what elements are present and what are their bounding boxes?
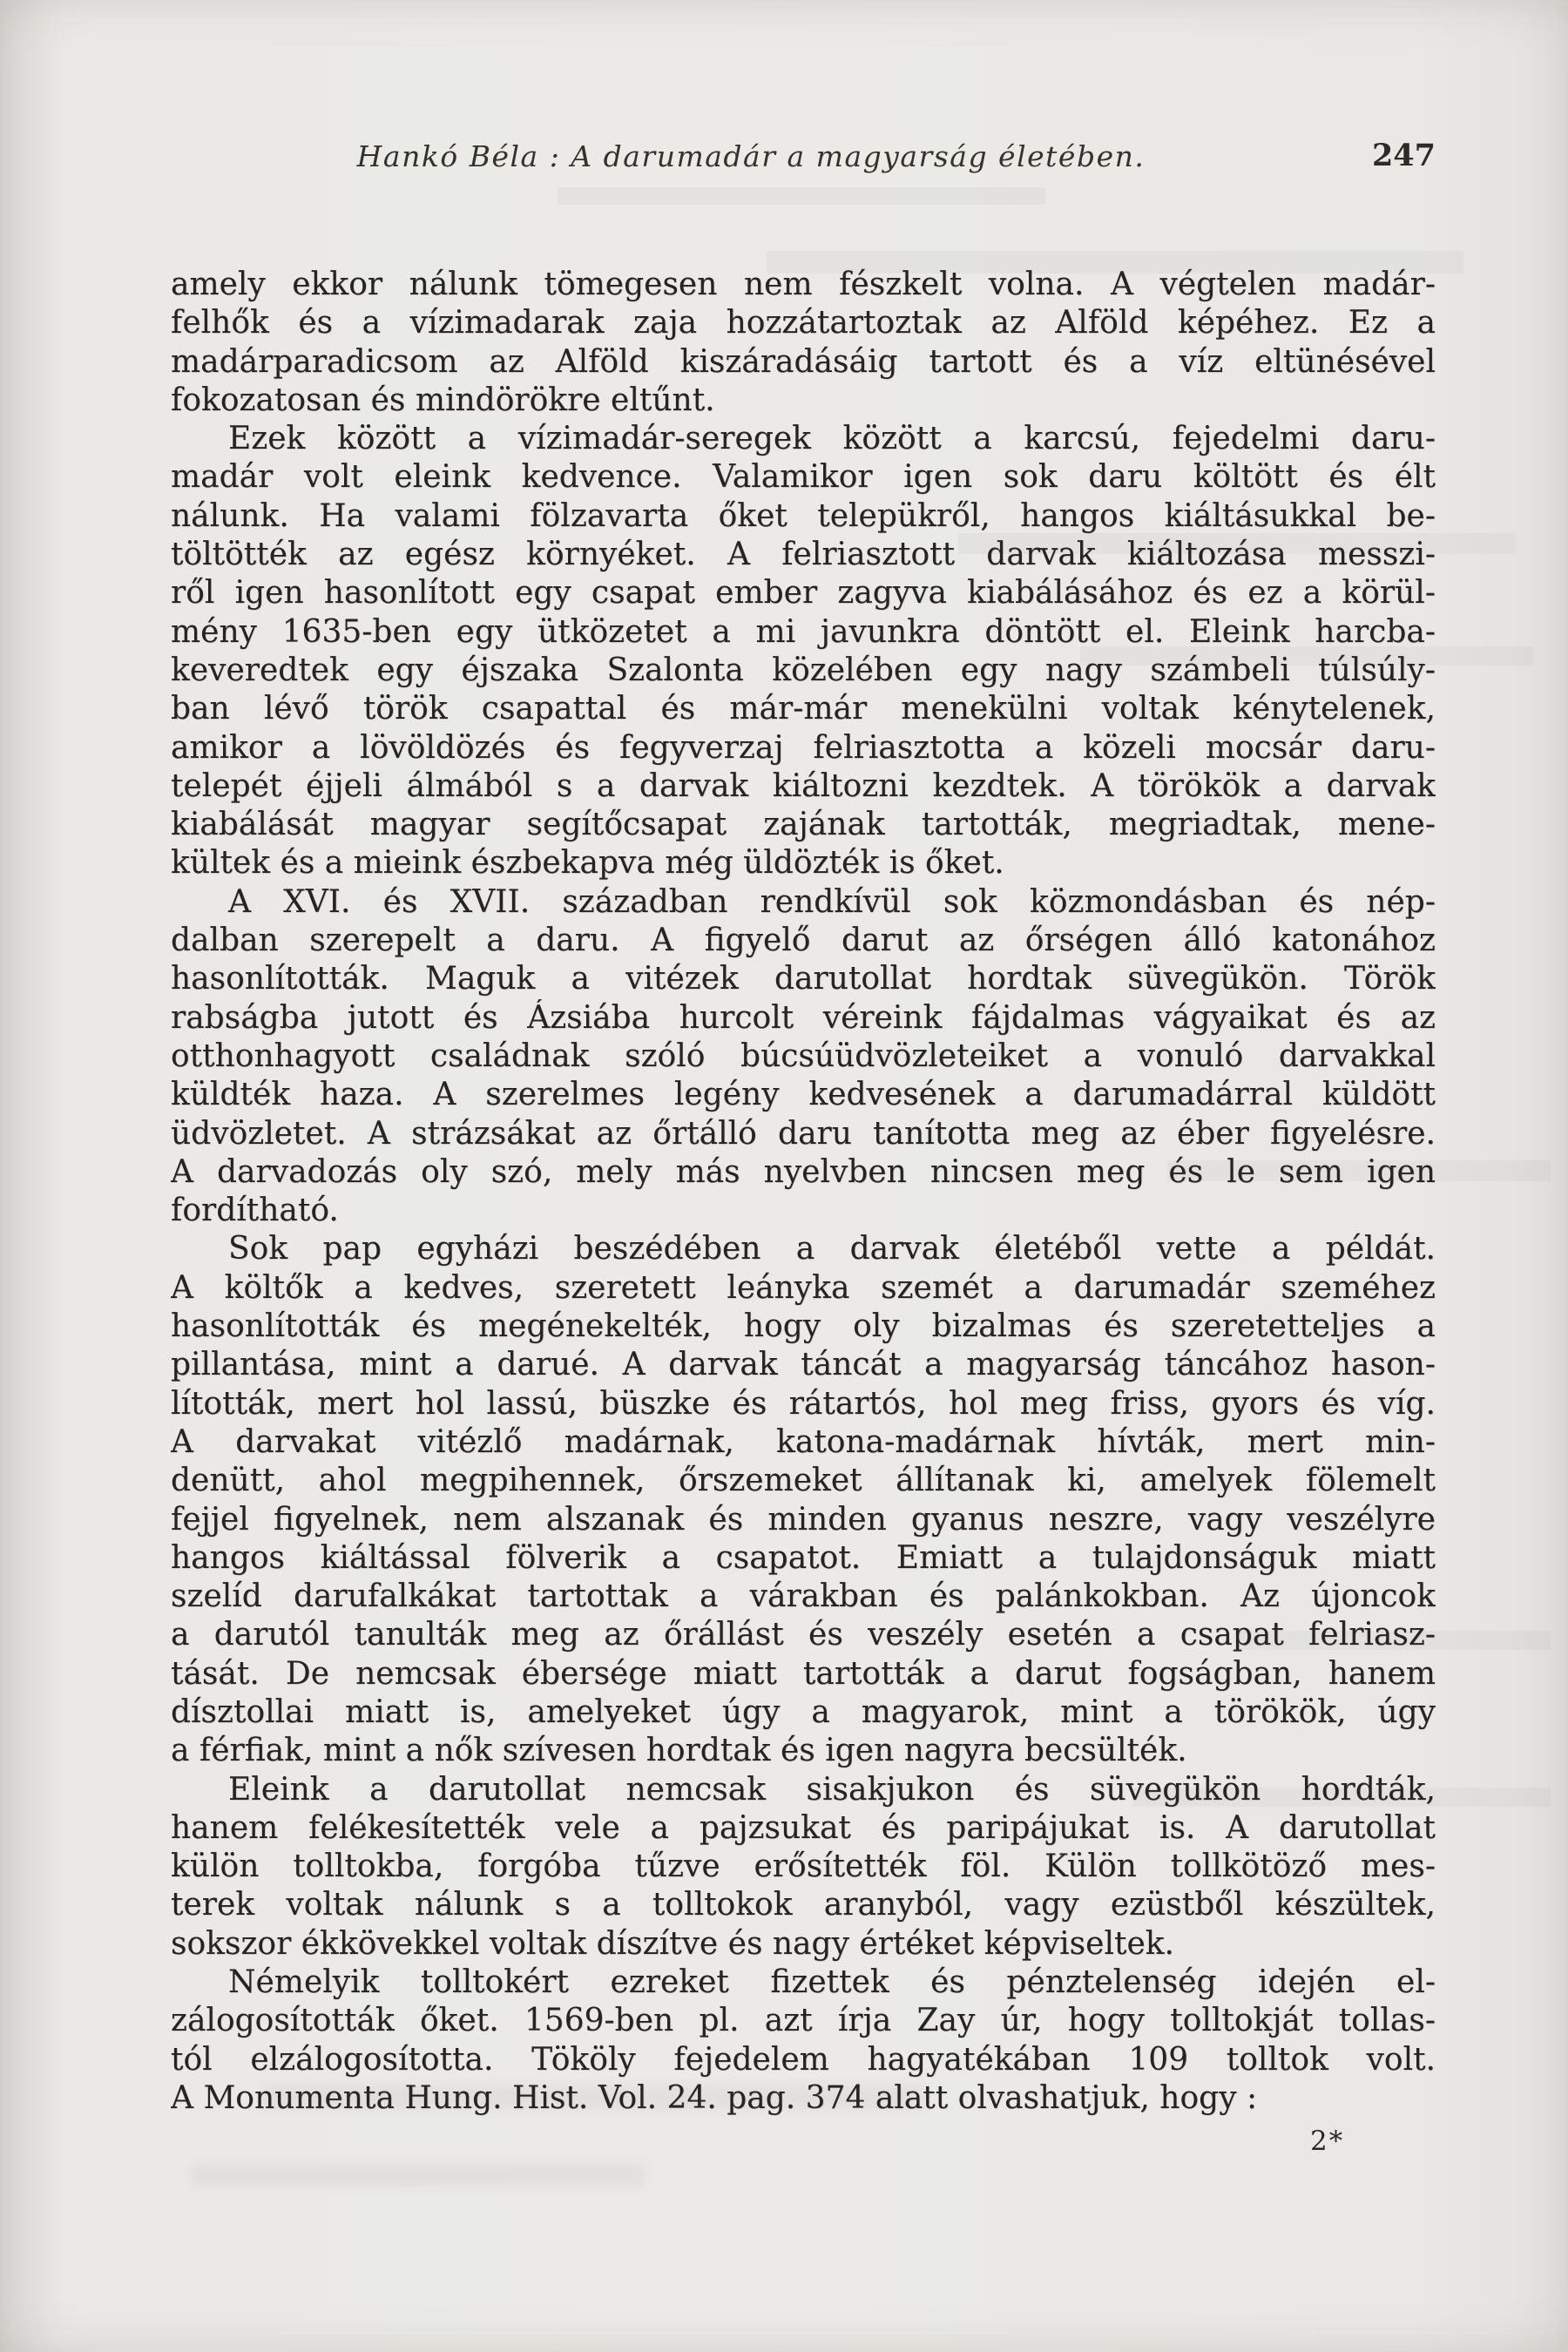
text-line: madár volt eleink kedvence. Valamikor igen sok daru költött és élt xyxy=(171,459,1436,496)
scan-artifact xyxy=(558,187,1045,205)
text-line: ban lévő török csapattal és már-már menekülni voltak kénytelenek, xyxy=(171,691,1436,727)
text-line: A darvakat vitézlő madárnak, katona-madárnak hívták, mert min- xyxy=(171,1423,1436,1460)
text-line: rabságba jutott és Ázsiába hurcolt véreink fájdalmas vágyaikat és az xyxy=(171,999,1436,1036)
text-line: nálunk. Ha valami fölzavarta őket telepükről, hangos kiáltásukkal be- xyxy=(171,497,1436,534)
text-line: töltötték az egész környéket. A felriasztott darvak kiáltozása messzi- xyxy=(171,537,1436,573)
text-line: fokozatosan és mindörökre eltűnt. xyxy=(171,382,715,418)
text-line: tását. De nemcsak ébersége miatt tartották a darut fogságban, hanem xyxy=(171,1655,1436,1692)
text-line: dísztollai miatt is, amelyeket úgy a magyarok, mint a törökök, úgy xyxy=(171,1693,1436,1730)
text-line: a férfiak, mint a nők szívesen hordtak és igen nagyra becsülték. xyxy=(171,1733,1187,1769)
text-line: A XVI. és XVII. században rendkívül sok közmondásban és nép- xyxy=(228,883,1436,920)
text-line: A költők a kedves, szeretett leányka szemét a darumadár szeméhez xyxy=(171,1269,1436,1306)
text-line: terek voltak nálunk s a tolltokok aranyból, vagy ezüstből készültek, xyxy=(171,1887,1436,1923)
text-line: szelíd darufalkákat tartottak a várakban és palánkokban. Az újoncok xyxy=(171,1578,1436,1615)
text-line: hanem felékesítették vele a pajzsukat és paripájukat is. A darutollat xyxy=(171,1809,1436,1846)
bleed-through xyxy=(192,2165,645,2186)
text-line: amikor a lövöldözés és fegyverzaj felriasztotta a közeli mocsár daru- xyxy=(171,729,1436,766)
text-line: küldték haza. A szerelmes legény kedvesének a darumadárral küldött xyxy=(171,1077,1436,1113)
text-line: pillantása, mint a darué. A darvak táncát a magyarság táncához hason- xyxy=(171,1347,1436,1383)
text-line: lították, mert hol lassú, büszke és rátartós, hol meg friss, gyors és víg. xyxy=(171,1385,1436,1422)
text-line: hasonlították és megénekelték, hogy oly bizalmas és szeretetteljes a xyxy=(171,1308,1436,1345)
text-line: ről igen hasonlított egy csapat ember zagyva kiabálásához és ez a körül- xyxy=(171,575,1436,612)
text-body xyxy=(171,266,1436,2118)
text-line: dalban szerepelt a daru. A figyelő darut az őrségen álló katonához xyxy=(171,923,1436,959)
text-line: sokszor ékkövekkel voltak díszítve és nagy értéket képviseltek. xyxy=(171,1925,1174,1962)
text-line: fejjel figyelnek, nem alszanak és minden gyanus neszre, vagy veszélyre xyxy=(171,1501,1436,1538)
text-line: hasonlították. Maguk a vitézek darutollat hordtak süvegükön. Török xyxy=(171,961,1436,997)
text-line: otthonhagyott családnak szóló búcsúüdvözleteiket a vonuló darvakkal xyxy=(171,1037,1436,1074)
text-line: keveredtek egy éjszaka Szalonta közelében egy nagy számbeli túlsúly- xyxy=(171,652,1436,688)
text-line: denütt, ahol megpihennek, őrszemeket állítanak ki, amelyek fölemelt xyxy=(171,1463,1436,1499)
signature-mark: 2* xyxy=(1310,2126,1345,2157)
text-line: mény 1635-ben egy ütközetet a mi javunkra döntött el. Eleink harcba- xyxy=(171,613,1436,650)
text-line: telepét éjjeli álmából s a darvak kiáltozni kezdtek. A törökök a darvak xyxy=(171,767,1436,804)
text-line: amely ekkor nálunk tömegesen nem fészkelt volna. A végtelen madár- xyxy=(171,267,1436,302)
text-line: Eleink a darutollat nemcsak sisakjukon és süvegükön hordták, xyxy=(228,1771,1436,1808)
text-line: fordítható. xyxy=(171,1193,339,1229)
text-line: üdvözletet. A strázsákat az őrtálló daru tanította meg az éber figyelésre. xyxy=(171,1115,1436,1152)
text-line: felhők és a vízimadarak zaja hozzátartoztak az Alföld képéhez. Ez a xyxy=(171,305,1436,341)
text-line: tól elzálogosította. Tököly fejedelem hagyatékában 109 tolltok volt. xyxy=(171,2041,1436,2078)
page-number: 247 xyxy=(1371,138,1436,173)
text-line: kiabálását magyar segítőcsapat zajának tartották, megriadtak, mene- xyxy=(171,807,1436,843)
text-line: kültek és a mieink észbekapva még üldözték is őket. xyxy=(171,845,1004,882)
text-line: Sok pap egyházi beszédében a darvak életéből vette a példát. xyxy=(228,1231,1436,1267)
text-line: Némelyik tolltokért ezreket fizettek és pénztelenség idején el- xyxy=(228,1964,1436,2001)
text-line: A Monumenta Hung. Hist. Vol. 24. pag. 374 alatt olvashatjuk, hogy : xyxy=(171,2079,1258,2116)
page-header xyxy=(171,139,1436,179)
text-line: madárparadicsom az Alföld kiszáradásáig tartott és a víz eltünésével xyxy=(171,343,1436,380)
text-line: A darvadozás oly szó, mely más nyelvben nincsen meg és le sem igen xyxy=(171,1153,1436,1190)
text-line: Ezek között a vízimadár-seregek között a karcsú, fejedelmi daru- xyxy=(228,421,1436,457)
text-line: a darutól tanulták meg az őrállást és veszély esetén a csapat felriasz- xyxy=(171,1617,1436,1653)
text-line: hangos kiáltással fölverik a csapatot. Emiatt a tulajdonságuk miatt xyxy=(171,1539,1436,1576)
text-line: külön tolltokba, forgóba tűzve erősítették föl. Külön tollkötöző mes- xyxy=(171,1848,1436,1885)
text-line: zálogosították őket. 1569-ben pl. azt írja Zay úr, hogy tolltokját tollas- xyxy=(171,2003,1436,2039)
running-title: Hankó Béla : A darumadár a magyarság életében. xyxy=(356,139,1146,173)
